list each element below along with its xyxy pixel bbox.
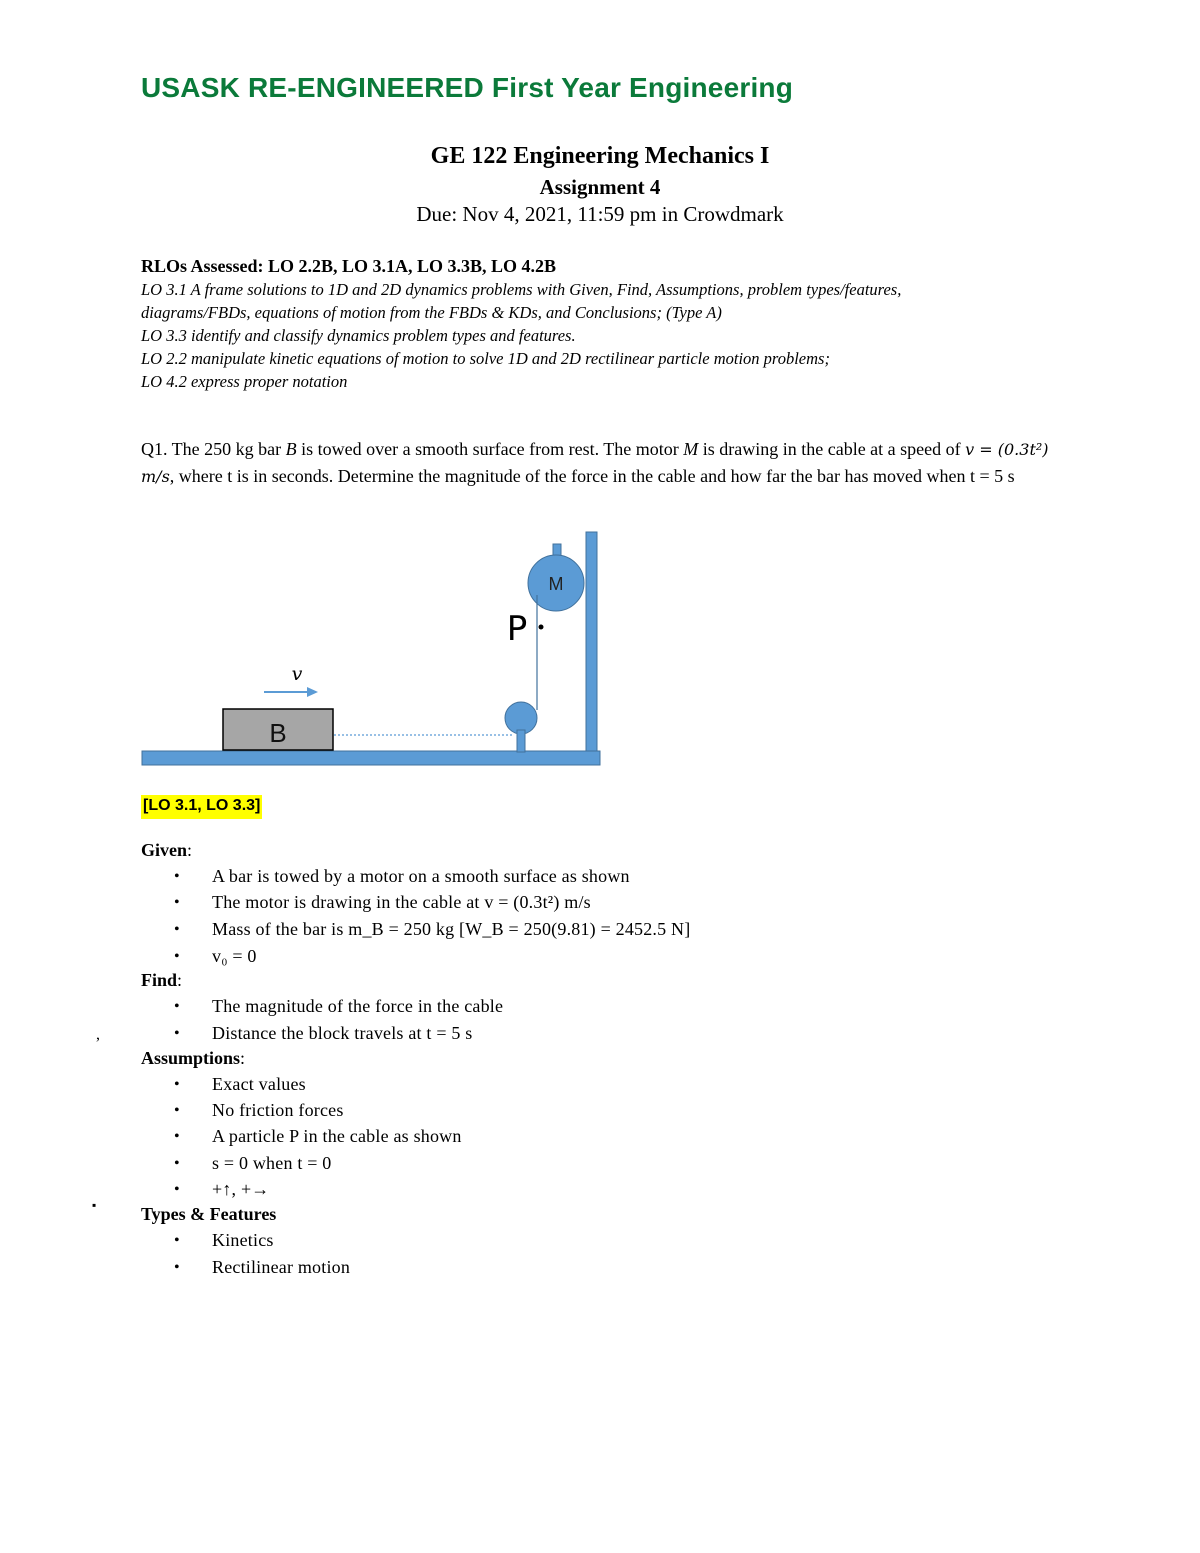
assumption-item-1: Exact values — [212, 1074, 306, 1094]
ground — [142, 751, 600, 765]
bullet-icon: • — [174, 998, 180, 1015]
point-p-dot — [539, 625, 544, 630]
bullet-icon: • — [174, 1155, 180, 1172]
given-item-3: Mass of the bar is m_B = 250 kg [W_B = 250(9.81) = 2452.5 N] — [212, 919, 691, 939]
bullet-icon: • — [174, 1025, 180, 1042]
given-item-2: The motor is drawing in the cable at v = (0.3t²) m/s — [212, 892, 591, 912]
motor-label: M — [548, 574, 564, 594]
bullet-icon: • — [174, 1102, 180, 1119]
bullet-icon: • — [174, 921, 180, 938]
find-item-2: Distance the block travels at t = 5 s — [212, 1023, 473, 1043]
find-heading — [141, 970, 182, 991]
given-item-4: v₀ = 0 — [212, 946, 257, 966]
assumptions-label: Assumptions — [141, 1048, 241, 1068]
wall — [586, 532, 597, 754]
question-part-2: is towed over a smooth surface from rest. The motor — [296, 439, 684, 459]
rlo-line-2: diagrams/FBDs, equations of motion from the FBDs & KDs, and Conclusions; (Type A) — [141, 303, 722, 322]
bullet-icon: • — [174, 1181, 180, 1198]
given-heading — [141, 840, 192, 861]
question-part-3: is drawing in the cable at a speed of — [698, 439, 966, 459]
velocity-arrowhead — [307, 687, 318, 697]
rlo-line-4: LO 2.2 manipulate kinetic equations of motion to solve 1D and 2D rectilinear particle motion problems; — [141, 349, 830, 368]
rlo-line-1: LO 3.1 A frame solutions to 1D and 2D dynamics problems with Given, Find, Assumptions, problem types/features, — [141, 280, 902, 299]
page-header-title: USASK RE-ENGINEERED First Year Engineering — [141, 72, 794, 103]
assumptions-colon: : — [240, 1048, 246, 1068]
motor-variable: M — [683, 439, 699, 459]
find-colon: : — [177, 970, 183, 990]
bullet-icon: • — [174, 1128, 180, 1145]
find-label: Find — [141, 970, 178, 990]
stray-square-mark: ▪ — [92, 1198, 97, 1212]
bullet-icon: • — [174, 948, 180, 965]
bar-variable: B — [285, 439, 297, 459]
bullet-icon: • — [174, 1076, 180, 1093]
stray-comma-mark: , — [96, 1026, 100, 1043]
lo-tag: [LO 3.1, LO 3.3] — [141, 795, 262, 819]
types-item-1: Kinetics — [212, 1230, 274, 1250]
pulley-post — [517, 730, 525, 752]
types-item-2: Rectilinear motion — [212, 1257, 351, 1277]
given-colon: : — [187, 840, 193, 860]
types-heading: Types & Features — [141, 1204, 277, 1224]
point-p-label: P — [506, 609, 528, 649]
assumption-item-3: A particle P in the cable as shown — [212, 1126, 462, 1146]
given-item-1: A bar is towed by a motor on a smooth surface as shown — [212, 866, 630, 886]
block-label: B — [269, 718, 287, 748]
due-date: Due: Nov 4, 2021, 11:59 pm in Crowdmark — [416, 202, 784, 226]
assumption-item-4: s = 0 when t = 0 — [212, 1153, 332, 1173]
speed-equation: v = (0.3t²) m/s — [141, 440, 1049, 486]
velocity-label: v — [291, 663, 303, 685]
pulley — [505, 702, 537, 734]
rlo-line-3: LO 3.3 identify and classify dynamics problem types and features. — [141, 326, 576, 345]
assumption-item-5: +↑, +→ — [212, 1179, 270, 1199]
given-label: Given — [141, 840, 188, 860]
assumption-item-2: No friction forces — [212, 1100, 344, 1120]
assumptions-heading — [141, 1048, 245, 1069]
find-item-1: The magnitude of the force in the cable — [212, 996, 504, 1016]
rlos-heading: RLOs Assessed: LO 2.2B, LO 3.1A, LO 3.3B, LO 4.2B — [141, 256, 557, 276]
question-part-4: , where t is in seconds. Determine the magnitude of the force in the cable and how far the bar has moved when t = 5 s — [169, 466, 1015, 486]
bullet-icon: • — [174, 894, 180, 911]
bullet-icon: • — [174, 1259, 180, 1276]
bullet-icon: • — [174, 868, 180, 885]
bullet-icon: • — [174, 1232, 180, 1249]
question-part-1: Q1. The 250 kg bar — [141, 439, 286, 459]
assignment-title: Assignment 4 — [539, 175, 661, 199]
rlo-line-5: LO 4.2 express proper notation — [141, 372, 348, 391]
course-title: GE 122 Engineering Mechanics I — [430, 143, 770, 169]
